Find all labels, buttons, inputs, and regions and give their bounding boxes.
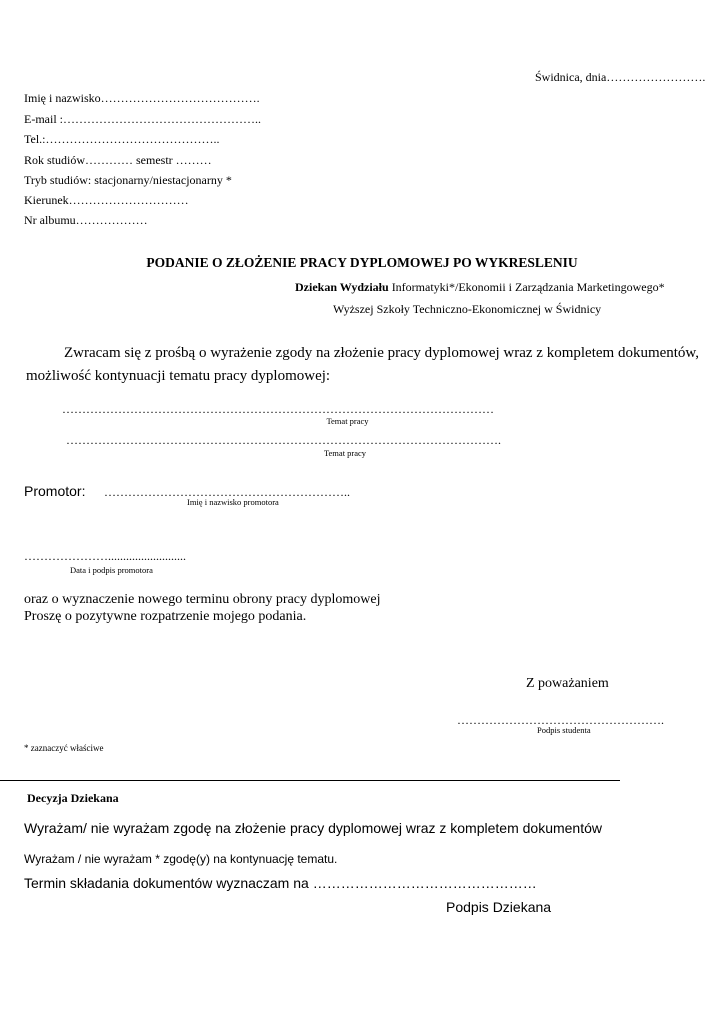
name-field: Imię i nazwisko…………………………………. bbox=[24, 91, 260, 105]
decision-line-1: Wyrażam/ nie wyrażam zgodę na złożenie pracy dyplomowej wraz z kompletem dokumentów bbox=[24, 820, 602, 836]
topic-caption-2: Temat pracy bbox=[323, 448, 367, 458]
promoter-signature-caption: Data i podpis promotora bbox=[70, 565, 153, 575]
footnote: * zaznaczyć właściwe bbox=[24, 743, 104, 753]
dean-signature: Podpis Dziekana bbox=[446, 899, 552, 915]
decision-line-2: Wyrażam / nie wyrażam * zgodę(y) na kontynuację tematu. bbox=[24, 852, 338, 866]
addressee-faculty: Informatyki*/Ekonomii i Zarządzania Marketingowego* bbox=[388, 280, 665, 294]
addressee-line-1 bbox=[295, 280, 665, 295]
addressee-line-2: Wyższej Szkoły Techniczno-Ekonomicznej w Świdnicy bbox=[333, 302, 602, 316]
year-semester-field: Rok studiów………… semestr ……… bbox=[24, 153, 212, 167]
promoter-label: Promotor: bbox=[24, 483, 86, 499]
decision-title: Decyzja Dziekana bbox=[27, 791, 119, 805]
student-signature-caption: Podpis studenta bbox=[537, 725, 591, 735]
student-signature-dots: ……………………………………………. bbox=[457, 713, 664, 727]
section-divider bbox=[0, 780, 620, 781]
topic-caption-1: Temat pracy bbox=[326, 416, 369, 426]
study-mode-field: Tryb studiów: stacjonarny/niestacjonarny * bbox=[24, 173, 232, 187]
album-number-field: Nr albumu……………… bbox=[24, 213, 148, 227]
topic-dots-2: ………………………………………………………………………………………………. bbox=[66, 433, 501, 447]
topic-dots-1: ……………………………………………………………………………………………… bbox=[62, 402, 494, 416]
decision-line-3: Termin składania dokumentów wyznaczam na ………………………………………… bbox=[24, 875, 537, 891]
document-title: PODANIE O ZŁOŻENIE PRACY DYPLOMOWEJ PO WYKRESLENIU bbox=[146, 255, 578, 270]
promoter-signature-dots: ………………….......................... bbox=[24, 549, 186, 563]
request-line-1: Zwracam się z prośbą o wyrażenie zgody na złożenie pracy dyplomowej wraz z kompletem dokumentów, bbox=[64, 345, 700, 361]
email-field: E-mail :………………………………………….. bbox=[24, 112, 261, 126]
regards: Z poważaniem bbox=[526, 676, 609, 691]
place-date-line: Świdnica, dnia……………………. bbox=[535, 70, 706, 84]
addressee-dean: Dziekan Wydziału bbox=[295, 280, 389, 294]
closing-line-2: Proszę o pozytywne rozpatrzenie mojego podania. bbox=[24, 609, 307, 624]
promoter-caption: Imię i nazwisko promotora bbox=[187, 497, 279, 507]
phone-field: Tel.:…………………………………….. bbox=[24, 132, 220, 146]
closing-line-1: oraz o wyznaczenie nowego terminu obrony pracy dyplomowej bbox=[24, 592, 381, 607]
promoter-dots: …………………………………………………….. bbox=[104, 485, 350, 499]
request-line-2: możliwość kontynuacji tematu pracy dyplomowej: bbox=[26, 368, 331, 384]
field-of-study-field: Kierunek………………………… bbox=[24, 193, 189, 207]
